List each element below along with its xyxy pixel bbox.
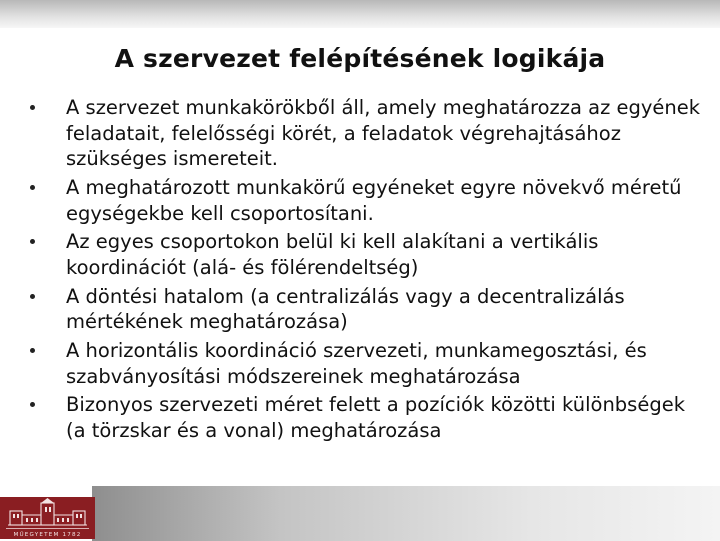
slide-title: A szervezet felépítésének logikája bbox=[114, 44, 606, 73]
bullet-text: Az egyes csoportokon belül ki kell alakítani a vertikális koordinációt (alá- és fölérendeltség) bbox=[66, 230, 599, 279]
bullet-text: A meghatározott munkakörű egyéneket egyre növekvő méretű egységekbe kell csoportosítani. bbox=[66, 175, 682, 225]
bullet-list bbox=[30, 95, 710, 447]
bullet-text: A döntési hatalom (a centralizálás vagy a decentralizálás mértékének meghatározása) bbox=[66, 284, 625, 334]
bullet-icon bbox=[30, 294, 35, 299]
bullet-item bbox=[30, 284, 710, 335]
bullet-icon bbox=[30, 185, 35, 190]
slide-footer bbox=[0, 486, 720, 541]
footer-gradient-band bbox=[92, 486, 720, 541]
bullet-icon bbox=[30, 105, 35, 110]
bullet-item bbox=[30, 229, 710, 280]
bullet-item bbox=[30, 338, 710, 389]
bullet-text: Bizonyos szervezeti méret felett a pozíciók közötti különbségek (a törzskar és a vonal) meghatározása bbox=[66, 393, 686, 443]
bullet-item bbox=[30, 392, 710, 443]
university-logo bbox=[0, 497, 95, 539]
bullet-icon bbox=[30, 402, 35, 407]
bullet-item bbox=[30, 95, 710, 172]
bullet-icon bbox=[30, 348, 35, 353]
bullet-text: A szervezet munkakörökből áll, amely meghatározza az egyének feladatait, felelősségi körét, a feladatok végrehajtásához szükséges ismereteit. bbox=[66, 96, 701, 171]
logo-text: MŰEGYETEM 1782 bbox=[13, 532, 82, 538]
bullet-icon bbox=[30, 239, 35, 244]
university-building-icon bbox=[0, 497, 95, 539]
top-decorative-stripe bbox=[0, 0, 720, 28]
bullet-item bbox=[30, 175, 710, 226]
bullet-text: A horizontális koordináció szervezeti, munkamegosztási, és szabványosítási módszereinek meghatározása bbox=[66, 339, 647, 388]
